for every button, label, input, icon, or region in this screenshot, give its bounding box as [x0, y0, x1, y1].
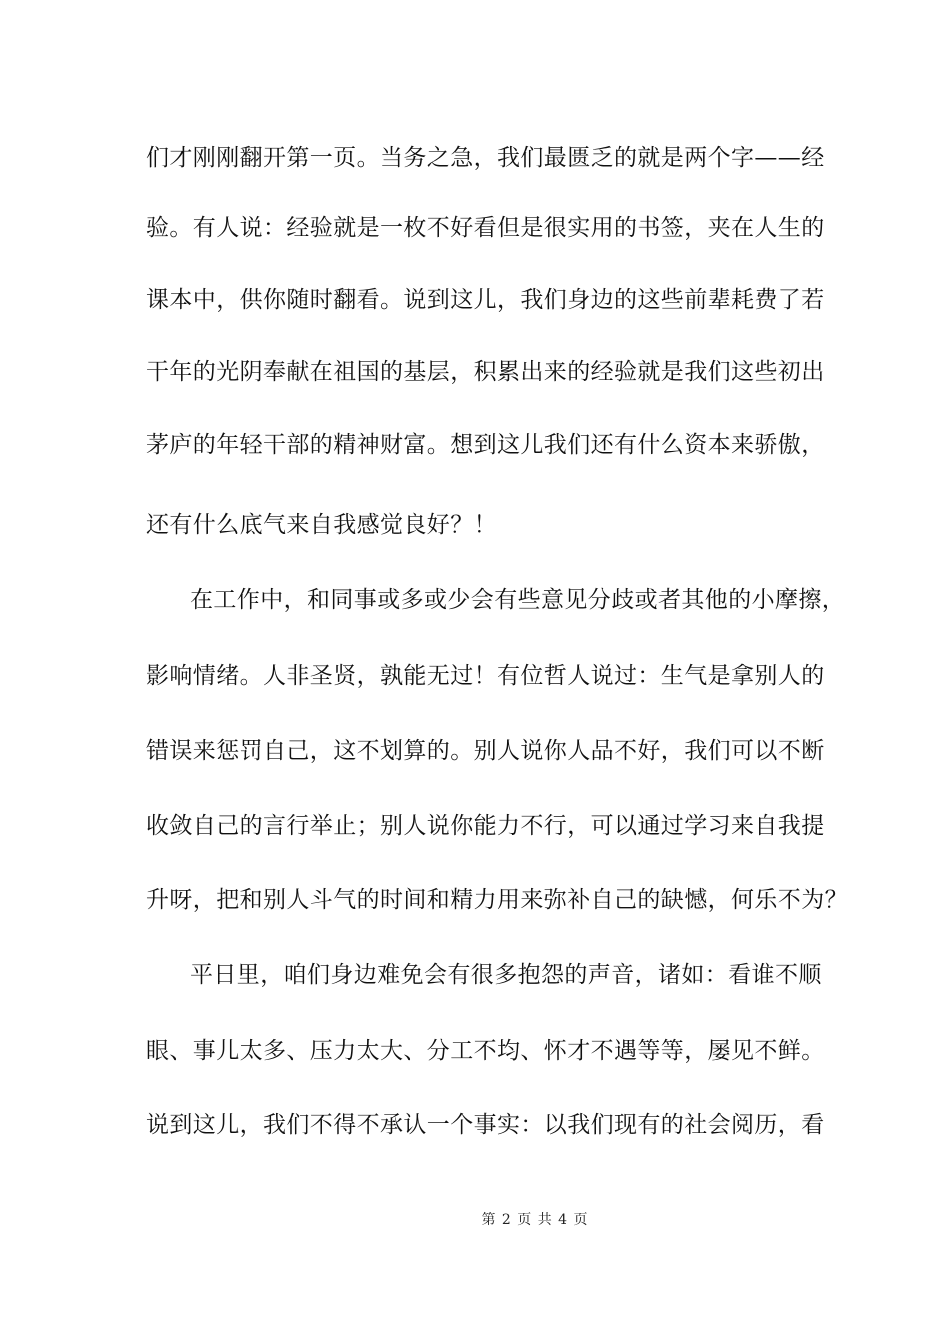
body-text-line: 影响情绪。人非圣贤，孰能无过！有位哲人说过：生气是拿别人的	[146, 663, 825, 689]
body-text-line: 们才刚刚翻开第一页。当务之急，我们最匮乏的就是两个字——经	[146, 145, 825, 171]
page-number: 第 2 页 共 4 页	[481, 1212, 589, 1228]
body-text-line: 干年的光阴奉献在祖国的基层，积累出来的经验就是我们这些初出	[146, 359, 825, 385]
body-text-line: 还有什么底气来自我感觉良好？！	[146, 512, 497, 538]
body-text-line: 茅庐的年轻干部的精神财富。想到这儿我们还有什么资本来骄傲，	[146, 432, 825, 458]
page-footer	[0, 1211, 950, 1229]
body-text-line: 升呀，把和别人斗气的时间和精力用来弥补自己的缺憾，何乐不为？	[146, 887, 848, 913]
body-text-line: 说到这儿，我们不得不承认一个事实：以我们现有的社会阅历，看	[146, 1112, 825, 1138]
body-text-line paragraph-start: 在工作中，和同事或多或少会有些意见分歧或者其他的小摩擦，	[190, 587, 846, 613]
body-text-line: 验。有人说：经验就是一枚不好看但是很实用的书签，夹在人生的	[146, 215, 825, 241]
body-text-line: 错误来惩罚自己，这不划算的。别人说你人品不好，我们可以不断	[146, 738, 825, 764]
body-text-line: 眼、事儿太多、压力太大、分工不均、怀才不遇等等，屡见不鲜。	[146, 1038, 825, 1064]
body-text-line paragraph-start: 平日里，咱们身边难免会有很多抱怨的声音，诸如：看谁不顺	[190, 962, 822, 988]
body-text-line: 课本中，供你随时翻看。说到这儿，我们身边的这些前辈耗费了若	[146, 287, 825, 313]
body-text-line: 收敛自己的言行举止；别人说你能力不行，可以通过学习来自我提	[146, 813, 825, 839]
